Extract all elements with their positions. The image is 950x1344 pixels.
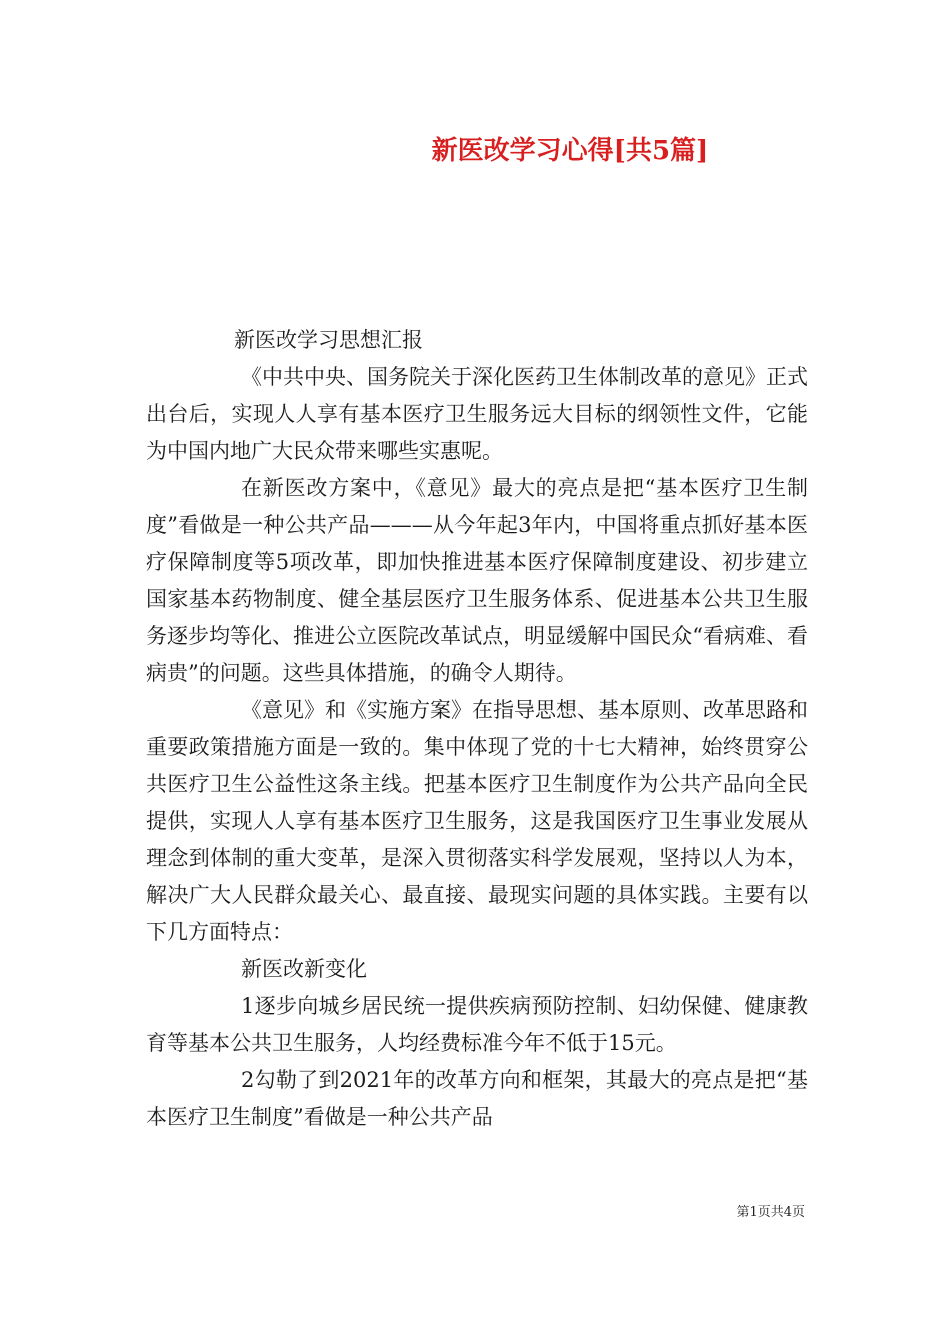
list-item-1: 1逐步向城乡居民统一提供疾病预防控制、妇幼保健、健康教育等基本公共卫生服务，人均经费标准今年不低于15元。 [146, 994, 808, 1055]
document-title: 新医改学习心得[共5篇] [431, 136, 709, 166]
subheading: 新医改新变化 [241, 957, 367, 981]
page-indicator: 第1页共4页 [736, 1205, 805, 1220]
paragraph-3: 《意见》和《实施方案》在指导思想、基本原则、改革思路和重要政策措施方面是一致的。集中体现了党的十七大精神，始终贯穿公共医疗卫生公益性这条主线。把基本医疗卫生制度作为公共产品向全民提供，实现人人享有基本医疗卫生服务，这是我国医疗卫生事业发展从理念到体制的重大变革，是深入贯彻落实科学发展观，坚持以人为本，解决广大人民群众最关心、最直接、最现实问题的具体实践。主要有以下几方面特点： [146, 698, 808, 944]
paragraph-2: 在新医改方案中，《意见》最大的亮点是把“基本医疗卫生制度”看做是一种公共产品———从今年起3年内，中国将重点抓好基本医疗保障制度等5项改革，即加快推进基本医疗保障制度建设、初步建立国家基本药物制度、健全基层医疗卫生服务体系、促进基本公共卫生服务逐步均等化、推进公立医院改革试点，明显缓解中国民众“看病难、看病贵”的问题。这些具体措施，的确令人期待。 [146, 476, 808, 685]
section-heading: 新医改学习思想汇报 [234, 328, 423, 352]
list-item-2: 2勾勒了到2021年的改革方向和框架，其最大的亮点是把“基本医疗卫生制度”看做是一种公共产品 [146, 1068, 808, 1129]
paragraph-1: 《中共中央、国务院关于深化医药卫生体制改革的意见》正式出台后，实现人人享有基本医疗卫生服务远大目标的纲领性文件，它能为中国内地广大民众带来哪些实惠呢。 [146, 365, 808, 463]
document-body [146, 322, 808, 1136]
